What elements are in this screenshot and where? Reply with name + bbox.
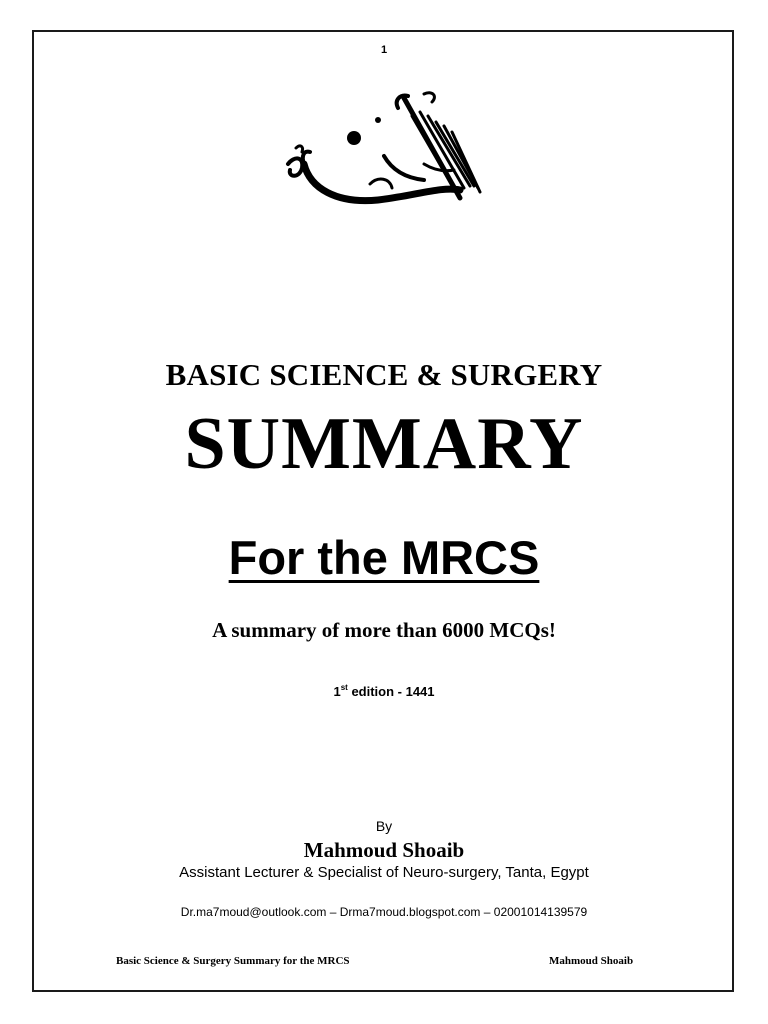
edition-line xyxy=(0,683,768,699)
footer-right: Mahmoud Shoaib xyxy=(549,955,634,967)
basmala-calligraphy-icon xyxy=(274,86,494,216)
cover-subtitle: BASIC SCIENCE & SURGERY xyxy=(165,357,603,392)
footer-left: Basic Science & Surgery Summary for the MRCS xyxy=(116,955,350,967)
edition-text: edition - 1441 xyxy=(347,684,435,699)
for-title-text: For the MRCS xyxy=(228,531,540,584)
cover-main-title: SUMMARY xyxy=(184,403,584,485)
author-role: Assistant Lecturer & Specialist of Neuro-surgery, Tanta, Egypt xyxy=(179,864,589,881)
by-label: By xyxy=(375,818,393,834)
author-name: Mahmoud Shoaib xyxy=(303,838,465,862)
cover-tagline: A summary of more than 6000 MCQs! xyxy=(212,618,556,642)
cover-for-title xyxy=(0,530,768,585)
page-number: 1 xyxy=(380,44,388,56)
author-contact: Dr.ma7moud@outlook.com – Drma7moud.blogspot.com – 02001014139579 xyxy=(180,905,588,919)
edition-suffix: st xyxy=(340,683,348,692)
edition-number: 1 xyxy=(333,684,341,699)
